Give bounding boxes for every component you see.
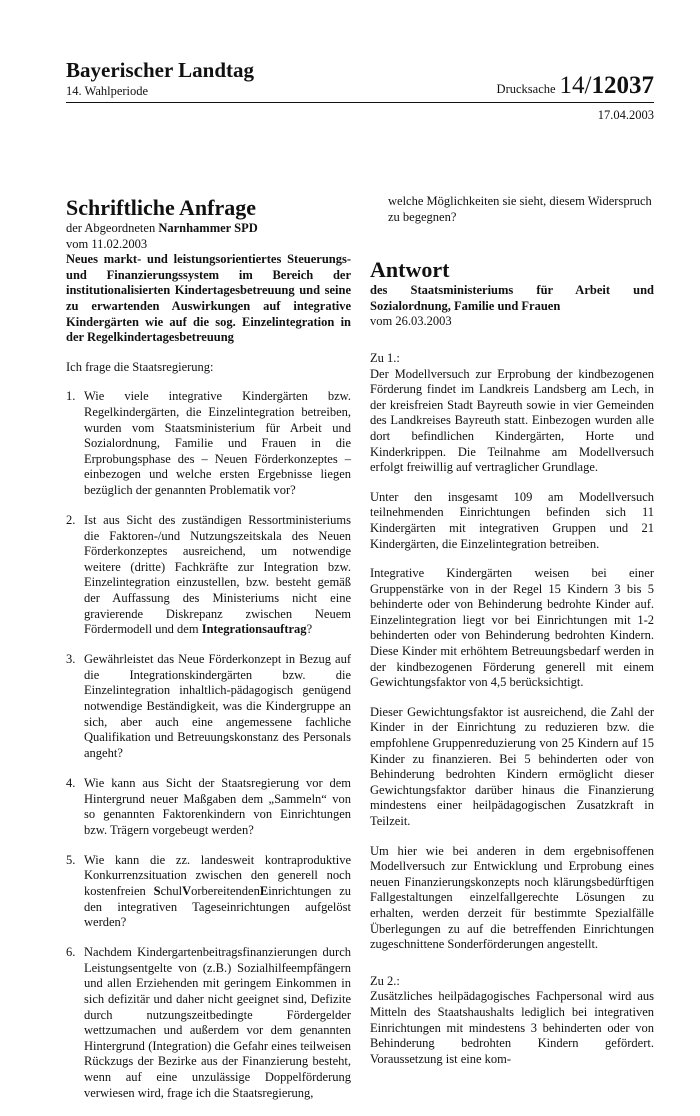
question-text xyxy=(84,513,351,636)
answer-paragraph: Unter den insgesamt 109 am Modellversuch teilnehmenden Einrichtungen befinden sich 11 Kindergärten mit integrativen Gruppen und 21 Kindergärten, die Einzelintegration betreiben. xyxy=(370,489,654,551)
question-text xyxy=(84,853,351,929)
answer-paragraph: Zusätzliches heilpädagogisches Fachpersonal wird aus Mitteln des Staatshaushalts lediglich bei integrativen Einrichtungen mit mindestens 3 behinderten oder von Behinderung bedrohten Kindern gefördert. Voraussetzung ist eine kom- xyxy=(370,989,654,1066)
inquiry-author xyxy=(66,221,351,237)
question-number: 1. xyxy=(66,389,76,404)
question-item xyxy=(66,513,351,638)
author-prefix: der Abgeordneten xyxy=(66,221,159,235)
question-number: 3. xyxy=(66,652,76,667)
parliament-name: Bayerischer Landtag xyxy=(66,58,255,82)
question-number: 4. xyxy=(66,775,76,790)
document-label: Drucksache xyxy=(496,82,556,96)
question-item xyxy=(66,945,351,1101)
question-emphasis: E xyxy=(259,883,269,898)
question-text-part: chul xyxy=(160,883,183,898)
question-text: Nachdem Kindergartenbeitragsfinanzierungen durch Leistungsentgelte von (z.B.) Sozialhilfeempfängern und allen Erziehenden mit geringem Einkommen in sich defizitär und daher nicht geeignet sind, Defizite durch nutzungszeitbedingte Fördergelder wettzumachen und außerdem vor dem genannten Hintergrund (Integration) die Gefahr eines teilweisen Rückzugs der Bezirke aus der Finanzierung besteht, wenn auf eine unzulässige Doppelförderung verwiesen wird, frage ich die Staatsregierung, xyxy=(84,945,351,1100)
document-volume: 14/ xyxy=(559,72,592,99)
question-item xyxy=(66,652,351,761)
question-text-part: orbereitenden xyxy=(191,883,260,898)
author-name: Narnhammer SPD xyxy=(158,221,258,235)
question-item xyxy=(66,389,351,498)
inquiry-title: Schriftliche Anfrage xyxy=(66,195,257,220)
question-number: 6. xyxy=(66,945,76,960)
question-text: Gewährleistet das Neue Förderkonzept in Bezug auf die Integrationskindergärten bzw. die Einzelintegration inhaltlich-pädagogisch genügend notwendige Beständigkeit, was die Kindergruppe an sich, aber auch eine angemessene fachliche Qualifikation und Betreuungskonstanz des Personals angeht? xyxy=(84,652,351,760)
question-text-part: inrichtungen zu den integrativen Tageseinrichtungen aufgelöst werden? xyxy=(84,883,351,930)
question-emphasis: Integrationsauftrag xyxy=(201,622,307,637)
answer-ministry: des Staatsministeriums für Arbeit und Sozialordnung, Familie und Frauen xyxy=(370,283,654,313)
header-rule xyxy=(66,102,654,103)
question-text-part: Ist aus Sicht des zuständigen Ressortministeriums die Faktoren-/und Nutzungszeitskala des Neuen Förderkonzeptes ausreichend, um notwendige weitere (dritte) Fachkräfte zur Integration bzw. Einzelintegration einzustellen, bzw. besteht gemäß der Auffassung des Ministeriums nicht eine gravierende Diskrepanz zwischen Neuem Fördermodell und dem xyxy=(84,513,351,637)
question-list xyxy=(66,389,351,1101)
document-date: 17.04.2003 xyxy=(597,108,654,122)
question-text: Wie kann aus Sicht der Staatsregierung vor dem Hintergrund neuer Maßgaben dem „Sammeln“ von so genannten Faktorenkindern von Einrichtungen bzw. Trägern vorgebeugt werden? xyxy=(84,775,351,837)
right-column xyxy=(370,194,654,1067)
question-continuation: welche Möglichkeiten sie sieht, diesem Widerspruch zu begegnen? xyxy=(388,194,652,224)
question-number: 2. xyxy=(66,513,76,527)
question-text-part: Wie kann die zz. landesweit kontraproduktive Konkurrenzsituation zwischen den generell noch kostenfreien xyxy=(84,852,351,898)
document-id: 12037 xyxy=(591,72,654,99)
question-item xyxy=(66,853,351,931)
section-label: Zu 2.: xyxy=(370,973,400,988)
question-text-part: ? xyxy=(306,622,313,637)
question-item xyxy=(66,776,351,838)
inquiry-subject: Neues markt- und leistungsorientiertes Steuerungs- und Finanzierungssystem im Bereich der institutionalisierten Kindertagesbetreuung und seine zu erwartenden Auswirkungen auf integrative Kindergärten wie auf die sog. Einzelintegration in der Regelkindertagesbetreuung xyxy=(66,252,351,345)
legislative-period: 14. Wahlperiode xyxy=(66,84,149,98)
document-number xyxy=(497,72,654,100)
inquiry-lead: Ich frage die Staatsregierung: xyxy=(66,359,214,374)
section-label: Zu 1.: xyxy=(370,350,400,365)
question-emphasis: S xyxy=(153,883,161,898)
answer-paragraph: Integrative Kindergärten weisen bei einer Gruppenstärke von in der Regel 15 Kindern 3 bis 5 behinderte oder von Behinderung bedrohte Kinder auf. Einzelintegration liegt vor bei Einrichtungen mit 1-2 behinderten oder von Behinderung bedrohten Kindern. Diese Kinder mit erhöhtem Betreuungsbedarf werden in der kindbezogenen Förderung generell mit einem Gewichtungsfaktor von 4,5 berücksichtigt. xyxy=(370,566,654,690)
question-text: Wie viele integrative Kindergärten bzw. Regelkindergärten, die Einzelintegration betreiben, wurden vom Staatsministerium für Arbeit und Sozialordnung, Familie und Frauen in die Erprobungsphase des – Neuen Förderkonzeptes – einbezogen und welche ersten Ergebnisse liegen bezüglich der genannten Problematik vor? xyxy=(84,389,351,497)
answer-paragraph: Dieser Gewichtungsfaktor ist ausreichend, die Zahl der Kinder in der Einrichtung zu reduzieren bzw. die empfohlene Gruppenreduzierung von 25 Kindern auf 15 Kinder zu finanzieren. Bei 5 behinderten oder von Behinderung bedrohten Kindern ermöglicht dieser Gewichtungsfaktor darüber hinaus die Finanzierung mindestens einer heilpädagogischen Zusatzkraft in Teilzeit. xyxy=(370,704,654,828)
answer-title: Antwort xyxy=(370,257,450,283)
left-column xyxy=(66,195,351,1116)
question-emphasis: V xyxy=(182,883,192,898)
question-number: 5. xyxy=(66,852,76,867)
answer-paragraph: Um hier wie bei anderen in dem ergebnisoffenen Modellversuch zur Entwicklung und Erprobung eines neuen Finanzierungskonzepts noch klärungsbedürftigen Fallgestaltungen einzelfallgerechte Lösungen zu erhalten, werden derzeit für bestimmte Spezialfälle Überlegungen zu auf die betreffenden Einrichtungen zugeschnittene Sonderförderungen angestellt. xyxy=(370,843,654,952)
inquiry-date: vom 11.02.2003 xyxy=(66,236,148,251)
answer-date: vom 26.03.2003 xyxy=(370,314,452,329)
answer-paragraph: Der Modellversuch zur Erprobung der kindbezogenen Förderung findet im Landkreis Landsberg am Lech, in der kreisfreien Stadt Bayreuth sowie in vier Gemeinden des Landkreises Bayreuth statt. Einbezogen wurden alle dort befindlichen Kindergärten, Horte und Kinderkrippen. Die Teilnahme am Modellversuch erfolgt freiwillig auf vertraglicher Grundlage. xyxy=(370,366,654,475)
